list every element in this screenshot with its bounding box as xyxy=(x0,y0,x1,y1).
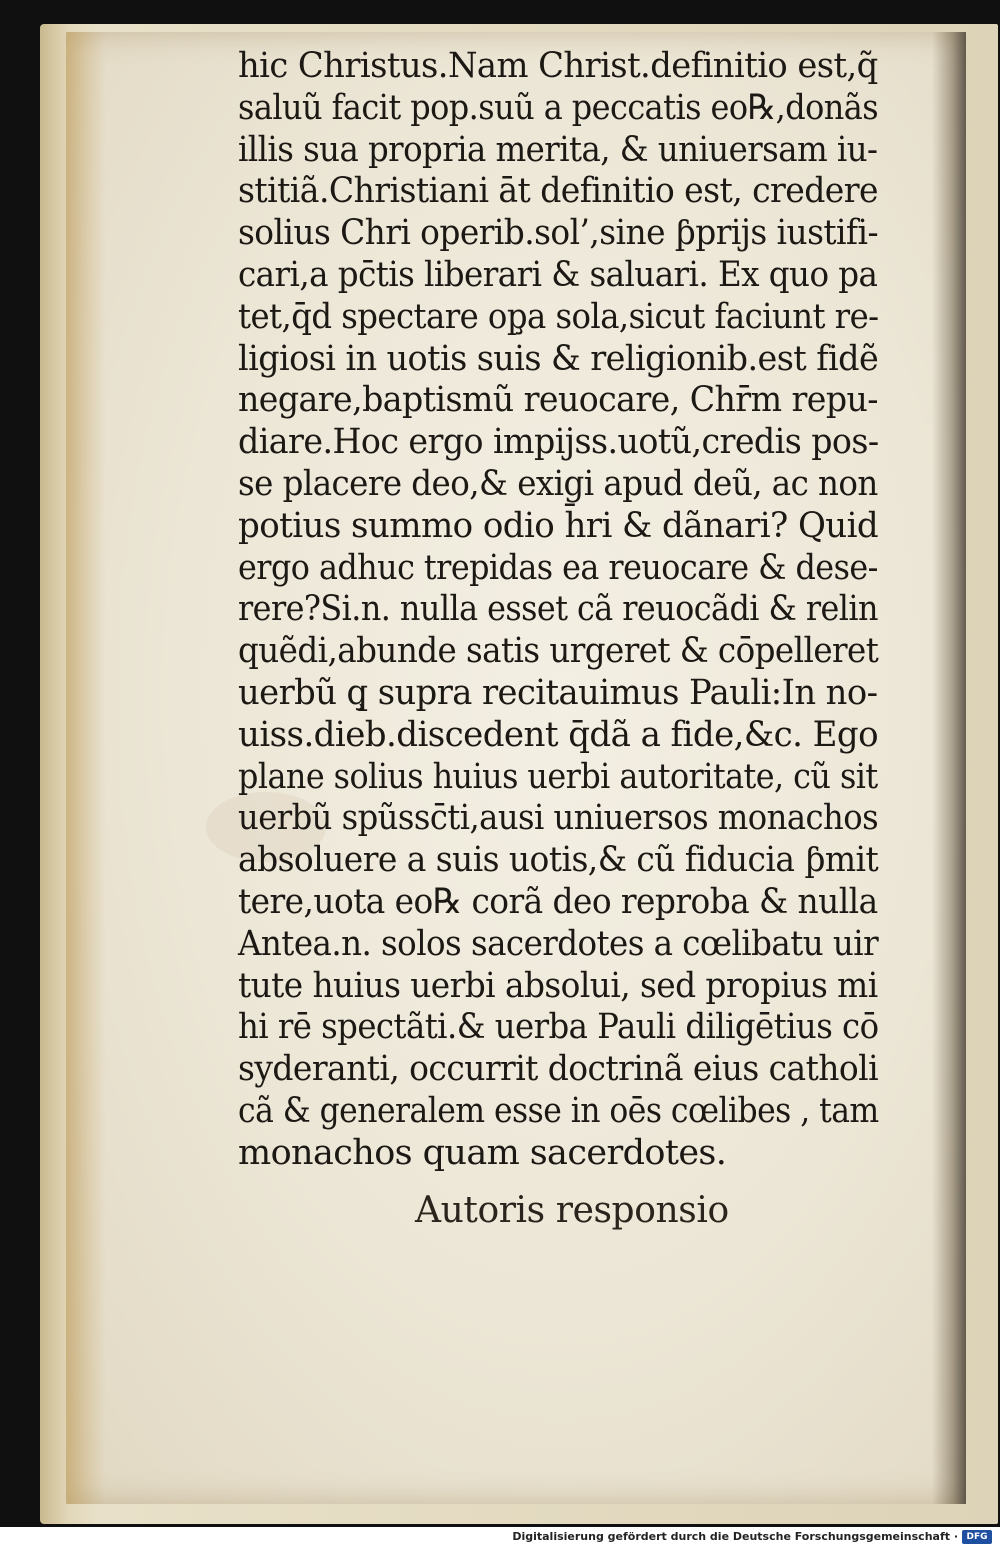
text-line: se placere deo,& exigi apud deũ, ac non xyxy=(238,463,878,504)
text-line: ligiosi in uotis suis & religionib.est fidẽ xyxy=(238,338,879,379)
text-line: cã & generalem esse in oēs cœlibes , tam xyxy=(238,1090,879,1131)
text-line: cari,a pc̄tis liberari & saluari. Ex quo pa xyxy=(238,254,878,295)
section-heading: Autoris responsio xyxy=(415,1190,729,1231)
page-text xyxy=(238,46,878,1175)
text-line: negare,baptismũ reuocare, Chr̄m repu‑ xyxy=(238,380,878,421)
page-left-stain xyxy=(66,32,106,1504)
dfg-logo: DFG xyxy=(962,1530,992,1544)
text-line: syderanti, occurrit doctrinã eius catholi xyxy=(238,1049,879,1090)
text-line: uiss.dieb.discedent q̄dã a fide,&c. Ego xyxy=(238,714,879,755)
text-line: potius summo odio h̄ri & dãnari? Quid xyxy=(238,505,879,546)
text-line: monachos quam sacerdotes. xyxy=(238,1132,727,1173)
text-line: plane solius huius uerbi autoritate, cũ sit xyxy=(238,756,878,797)
text-line: solius Chri operib.sol’,sine ƥprijs iustifi‑ xyxy=(238,213,878,254)
text-line: quẽdi,abunde satis urgeret & cōpelleret xyxy=(238,631,879,672)
text-line: illis sua propria merita, & uniuersam iu‑ xyxy=(238,129,878,170)
text-line: uerbũ spũssc̄ti,ausi uniuersos monachos xyxy=(238,798,879,839)
text-line: Antea.n. solos sacerdotes a cœlibatu uir xyxy=(238,923,879,964)
text-line: tet,q̄d spectare op̧a sola,sicut faciunt re‑ xyxy=(238,296,879,337)
text-line: tute huius uerbi absolui, sed propius mi xyxy=(238,965,878,1006)
text-line: uerbũ q̧ supra recitauimus Pauli:In no‑ xyxy=(238,672,878,713)
text-line: tere,uota eo℞ corã deo reproba & nulla xyxy=(238,881,878,922)
footer-bar xyxy=(0,1527,1000,1547)
text-line: absoluere a suis uotis,& cũ fiducia ƥmit xyxy=(238,840,879,881)
funding-credit: Digitalisierung gefördert durch die Deutsche Forschungsgemeinschaft · xyxy=(512,1530,958,1543)
text-line: diare.Hoc ergo impijss.uotũ,credis pos‑ xyxy=(238,422,879,463)
text-line: stitiã.Christiani āt definitio est, credere xyxy=(238,171,879,212)
text-line: rere?Si.n. nulla esset cã reuocãdi & relin xyxy=(238,589,878,630)
text-line: saluũ facit pop.suũ a peccatis eo℞,donãs xyxy=(238,87,879,128)
text-line: hi rē spectãti.& uerba Pauli diligētius cō xyxy=(238,1007,879,1048)
page-gutter-shadow xyxy=(932,32,966,1504)
text-line: hic Christus.Nam Christ.definitio est,q̃ xyxy=(238,46,878,86)
text-line: ergo adhuc trepidas ea reuocare & dese‑ xyxy=(238,547,878,588)
